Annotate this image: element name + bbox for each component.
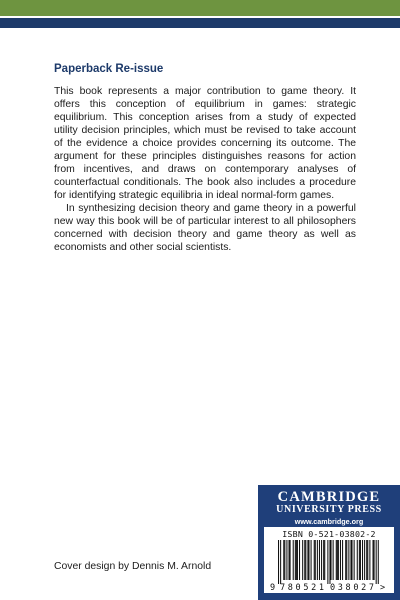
book-description [54, 85, 356, 254]
barcode-bar [366, 540, 367, 580]
barcode-bar [319, 540, 320, 580]
barcode-bars [278, 540, 379, 584]
barcode-bar [286, 540, 287, 580]
barcode-bar [299, 540, 300, 580]
barcode-bar [367, 540, 368, 580]
barcode-bar [333, 540, 334, 580]
top-band-green [0, 0, 400, 16]
barcode-bar [297, 540, 298, 580]
top-band-navy [0, 18, 400, 28]
barcode-bar [350, 540, 351, 580]
barcode-bar [323, 540, 324, 580]
barcode-bar [331, 540, 332, 580]
barcode-bar [336, 540, 337, 580]
barcode-bar [348, 540, 349, 580]
barcode-bar [324, 540, 325, 580]
barcode-bar [284, 540, 285, 580]
barcode-bar [338, 540, 339, 580]
barcode-bar [345, 540, 346, 580]
isbn-label: ISBN 0-521-03802-2 [282, 529, 376, 539]
barcode-bar [307, 540, 308, 580]
publisher-website: www.cambridge.org [294, 517, 364, 526]
publisher-subtitle: UNIVERSITY PRESS [276, 504, 382, 515]
barcode-bar [362, 540, 363, 580]
barcode-bar [304, 540, 305, 580]
barcode-digit-first: 9 [270, 583, 276, 593]
barcode-bar [280, 540, 281, 584]
barcode-bar [376, 540, 377, 584]
barcode-bar [360, 540, 361, 580]
barcode-bar [311, 540, 312, 580]
barcode-bar [302, 540, 303, 580]
barcode-bar [315, 540, 316, 580]
barcode-bar [352, 540, 353, 580]
publisher-name: CAMBRIDGE [277, 489, 381, 505]
barcode-graphic [264, 527, 394, 593]
barcode-bar [283, 540, 284, 580]
barcode-bar [290, 540, 291, 580]
barcode-bar [329, 540, 330, 584]
barcode-bar [373, 540, 374, 580]
barcode-bar [308, 540, 309, 580]
barcode-bar [378, 540, 379, 584]
cover-design-credit: Cover design by Dennis M. Arnold [54, 561, 212, 572]
barcode-bar [340, 540, 341, 580]
barcode-bar [346, 540, 347, 580]
barcode-bar [327, 540, 328, 584]
barcode-bar [305, 540, 306, 580]
barcode-bar [357, 540, 358, 580]
barcode-digits-right: 038027 [330, 583, 374, 593]
barcode-bar [314, 540, 315, 580]
barcode-addon: > [380, 583, 386, 593]
barcode-bar [364, 540, 365, 580]
barcode-bar [354, 540, 355, 580]
barcode-bar [296, 540, 297, 580]
barcode-bar [337, 540, 338, 580]
barcode-bar [289, 540, 290, 580]
reissue-heading: Paperback Re-issue [54, 63, 164, 75]
barcode-bar [321, 540, 322, 580]
barcode-bar [374, 540, 375, 580]
barcode-bar [342, 540, 343, 580]
description-paragraph-1: This book represents a major contribution to game theory. It offers this conception of equilibrium in games: strategic equilibrium. This conception arises from a study of expected utility decision principles, which must be revised to take account of the evidence a choice provides concerning its outcome. The argument for these principles distinguishes reasons for action from incentives, and draws on contemporary analyses of counterfactual conditionals. The book also includes a procedure for identifying strategic equilibria in ideal normal-form games. [54, 86, 356, 201]
barcode-bar [293, 540, 294, 580]
barcode-digits-left: 780521 [280, 583, 324, 593]
barcode-bar [359, 540, 360, 580]
barcode-bar [317, 540, 318, 580]
barcode-bar [295, 540, 296, 580]
barcode-panel [264, 527, 394, 593]
barcode-bar [278, 540, 279, 584]
description-paragraph-2: In synthesizing decision theory and game theory in a powerful new way this book will be of particular interest to all philosophers concerned with decision theory and game theory as well as economists and other social scientists. [54, 203, 356, 253]
barcode-bar [369, 540, 370, 580]
